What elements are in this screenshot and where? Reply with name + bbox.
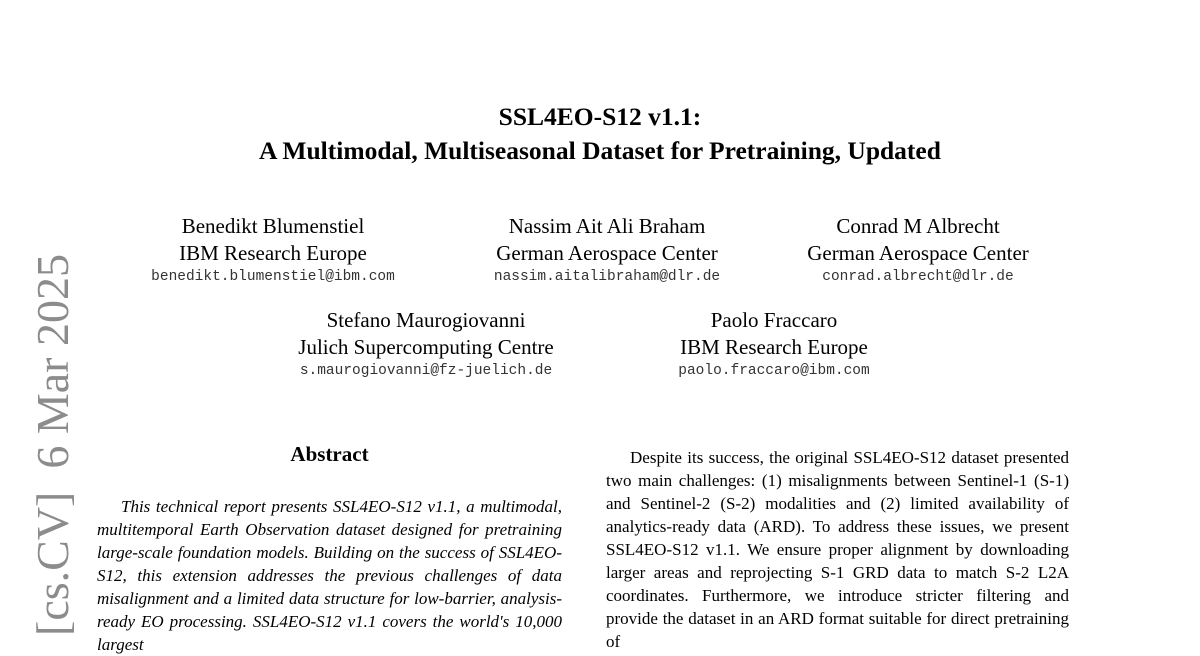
author-email[interactable]: nassim.aitalibraham@dlr.de [493,269,721,285]
author-block [122,213,424,287]
author-email[interactable]: benedikt.blumenstiel@ibm.com [151,269,395,285]
author-affiliation: Julich Supercomputing Centre [298,335,554,359]
author-affiliation: IBM Research Europe [680,335,868,359]
author-affiliation: German Aerospace Center [496,241,718,265]
author-email[interactable]: s.maurogiovanni@fz-juelich.de [299,363,553,379]
author-email[interactable]: conrad.albrecht@dlr.de [822,269,1014,285]
author-block [457,213,757,287]
author-email[interactable]: paolo.fraccaro@ibm.com [678,363,870,379]
author-block [643,307,905,381]
author-affiliation: IBM Research Europe [179,241,367,265]
author-affiliation: German Aerospace Center [807,241,1029,265]
title-line-2: A Multimodal, Multiseasonal Dataset for Pretraining, Updated [259,136,941,165]
abstract-heading: Abstract [290,442,369,466]
author-block [787,213,1049,287]
abstract-text: This technical report presents SSL4EO-S12 v1.1, a multimodal, multitemporal Earth Observation dataset designed for pretraining large-scale foundation models. Building on the success of SSL4EO-S12, this extension addresses the previous challenges of data misalignment and a limited data structure for low-barrier, analysis-ready EO processing. SSL4EO-S12 v1.1 covers the world's 10,000 largest [97,497,562,654]
author-name: Stefano Maurogiovanni [326,308,526,332]
arxiv-stamp: [cs.CV] 6 Mar 2025 [27,254,78,636]
author-name: Paolo Fraccaro [710,308,838,332]
title-line-1: SSL4EO-S12 v1.1: [498,102,702,131]
author-block [266,307,586,381]
author-name: Nassim Ait Ali Braham [508,214,706,238]
intro-paragraph: Despite its success, the original SSL4EO-S12 dataset presented two main challenges: (1) misalignments between Sentinel-1 (S-1) and Sentinel-2 (S-2) modalities and (2) limited availability of analytics-ready data (ARD). To address these issues, we present SSL4EO-S12 v1.1. We ensure proper alignment by downloading larger areas and reprojecting S-1 GRD data to match S-2 L2A coordinates. Furthermore, we introduce stricter filtering and provide the dataset in an ARD format suitable for direct pretraining of [606,448,1069,651]
paper-title [0,100,1200,168]
author-name: Benedikt Blumenstiel [181,214,365,238]
author-name: Conrad M Albrecht [836,214,1000,238]
